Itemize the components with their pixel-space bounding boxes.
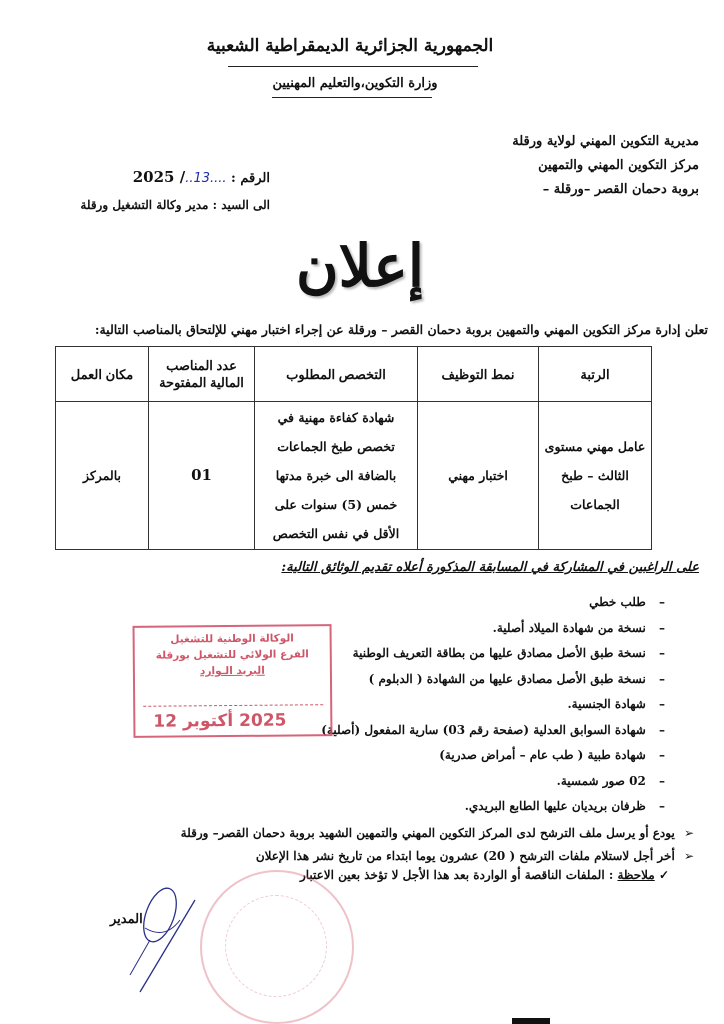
stamp-divider: [143, 704, 323, 707]
sender-line-location: بروبة دحمان القصر –ورقلة –: [542, 182, 699, 197]
recipient: الى السيد : مدير وكالة التشغيل ورقلة: [80, 198, 270, 212]
list-item: – شهادة طبية ( طب عام – أمراض صدرية): [204, 743, 674, 769]
sender-line-directorate: مديرية التكوين المهني لولاية ورقلة: [512, 134, 699, 149]
page-edge-mark: [512, 1018, 550, 1024]
list-item: – 02 صور شمسية.: [204, 769, 674, 795]
table-row: [56, 402, 652, 550]
cell-grade: عامل مهني مستوى الثالث – طبخ الجماعات: [539, 402, 652, 550]
cell-recruitment-mode: اختبار مهني: [418, 402, 539, 550]
header-positions-count: عدد المناصب المالية المفتوحة: [149, 347, 255, 402]
agency-received-stamp: الوكالة الوطنية للتشغيل الفرع الولائي للتشغيل بورقلة البريد الـوارد 2025 أكتوبر 12: [133, 624, 333, 738]
cell-positions-count: 01: [149, 402, 255, 550]
cell-specialty: شهادة كفاءة مهنية في تخصص طبخ الجماعات بالضافة الى خبرة مدتها خمس (5) سنوات على الأقل في نفس التخصص: [255, 402, 418, 550]
list-item: – ظرفان بريديان عليها الطابع البريدي.: [204, 794, 674, 820]
header-workplace: مكان العمل: [56, 347, 149, 402]
header-grade: الرتبة: [539, 347, 652, 402]
dash-bullet-icon: –: [659, 620, 665, 635]
reference-handwritten-number: ....13..: [185, 171, 227, 186]
table-header-row: [56, 347, 652, 402]
list-item: ➢ أخر أجل لاستلام ملفات الترشح ( 20) عشرون يوما ابتداء من تاريخ نشر هذا الإعلان: [79, 845, 699, 868]
remark-label: ملاحظة: [617, 868, 655, 882]
list-item: – طلب خطي: [204, 590, 674, 616]
ministry-underline: [272, 97, 432, 98]
republic-heading: الجمهورية الجزائرية الديمقراطية الشعبية: [206, 36, 494, 56]
list-item: ➢ يودع أو يرسل ملف الترشح لدى المركز التكوين المهني والتمهين الشهيد بروبة دحمان القصر– ورقلة: [79, 822, 699, 845]
dash-bullet-icon: –: [659, 748, 665, 762]
dash-bullet-icon: –: [659, 646, 665, 660]
heading-underline: [228, 66, 478, 67]
cell-workplace: بالمركز: [56, 402, 149, 550]
document-title: إعلان: [296, 232, 424, 300]
list-item: – شهادة السوابق العدلية (صفحة رقم 03) سارية المفعول (أصلية): [204, 718, 674, 744]
ministry-heading: وزارة التكوين،والتعليم المهنيين: [272, 76, 438, 91]
sender-line-center: مركز التكوين المهني والتمهين: [538, 158, 699, 173]
header-recruitment-mode: نمط التوظيف: [418, 347, 539, 402]
dash-bullet-icon: –: [659, 799, 665, 813]
list-item: – نسخة من شهادة الميلاد أصلية.: [204, 616, 674, 642]
documents-heading: على الراغبين في المشاركة في المسابقة المذكورة أعلاه تقديم الوثائق التالية:: [281, 560, 699, 575]
reference-label: الرقم :: [226, 171, 270, 186]
reference-number: [20, 168, 270, 186]
arrow-bullet-icon: ➢: [683, 849, 695, 863]
signatory-title: المدير: [110, 912, 143, 927]
dash-bullet-icon: –: [659, 697, 665, 711]
dash-bullet-icon: –: [659, 722, 665, 737]
arrow-bullet-icon: ➢: [683, 826, 695, 840]
header-specialty: التخصص المطلوب: [255, 347, 418, 402]
dash-bullet-icon: –: [659, 671, 665, 686]
list-item: – نسخة طبق الأصل مصادق عليها من الشهادة ( الدبلوم ): [204, 667, 674, 693]
positions-table: [55, 346, 652, 550]
checkmark-icon: ✓: [658, 868, 669, 882]
dash-bullet-icon: –: [659, 773, 665, 788]
dash-bullet-icon: –: [659, 595, 665, 609]
remark-text: : الملفات الناقصة أو الواردة بعد هذا الأجل لا تؤخذ بعين الاعتبار: [299, 868, 618, 882]
reference-year: / 2025: [132, 168, 186, 186]
handwritten-signature: [120, 880, 260, 1000]
instructions-list: [79, 822, 699, 868]
stamp-date: 2025 أكتوبر 12: [153, 710, 287, 732]
sender-block: [439, 130, 699, 202]
intro-paragraph: تعلن إدارة مركز التكوين المهني والتمهين بروبة دحمان القصر – ورقلة عن إجراء اختبار مهني للإلتحاق بالمناصب التالية:: [94, 322, 708, 337]
list-item: – نسخة طبق الأصل مصادق عليها من بطاقة التعريف الوطنية: [204, 641, 674, 667]
list-item: – شهادة الجنسية.: [204, 692, 674, 718]
